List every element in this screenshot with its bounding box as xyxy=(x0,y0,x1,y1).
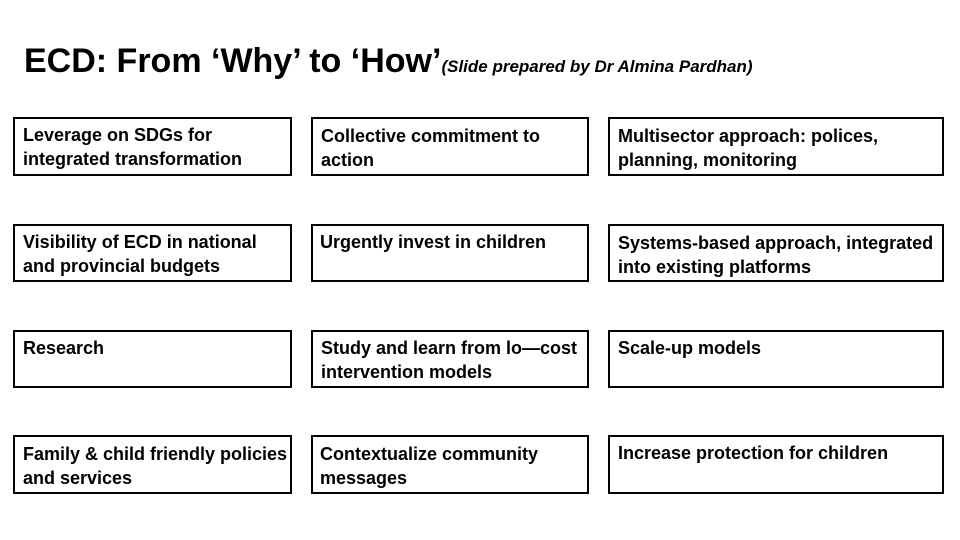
box-low-cost-models: Study and learn from lo—cost intervention models xyxy=(311,330,589,388)
box-research: Research xyxy=(13,330,292,388)
box-multisector-approach: Multisector approach: polices, planning, monitoring xyxy=(608,117,944,176)
box-community-messages: Contextualize community messages xyxy=(311,435,589,494)
slide-title-main: ECD: From ‘Why’ to ‘How’ xyxy=(24,42,442,80)
box-budget-visibility: Visibility of ECD in national and provincial budgets xyxy=(13,224,292,282)
slide-title-credit: (Slide prepared by Dr Almina Pardhan) xyxy=(441,57,753,76)
box-systems-approach: Systems-based approach, integrated into existing platforms xyxy=(608,224,944,282)
box-family-policies: Family & child friendly policies and services xyxy=(13,435,292,494)
box-scale-up: Scale-up models xyxy=(608,330,944,388)
box-invest-in-children: Urgently invest in children xyxy=(311,224,589,282)
box-child-protection: Increase protection for children xyxy=(608,435,944,494)
box-sdgs-leverage: Leverage on SDGs for integrated transformation xyxy=(13,117,292,176)
slide-title xyxy=(24,44,753,78)
box-collective-commitment: Collective commitment to action xyxy=(311,117,589,176)
